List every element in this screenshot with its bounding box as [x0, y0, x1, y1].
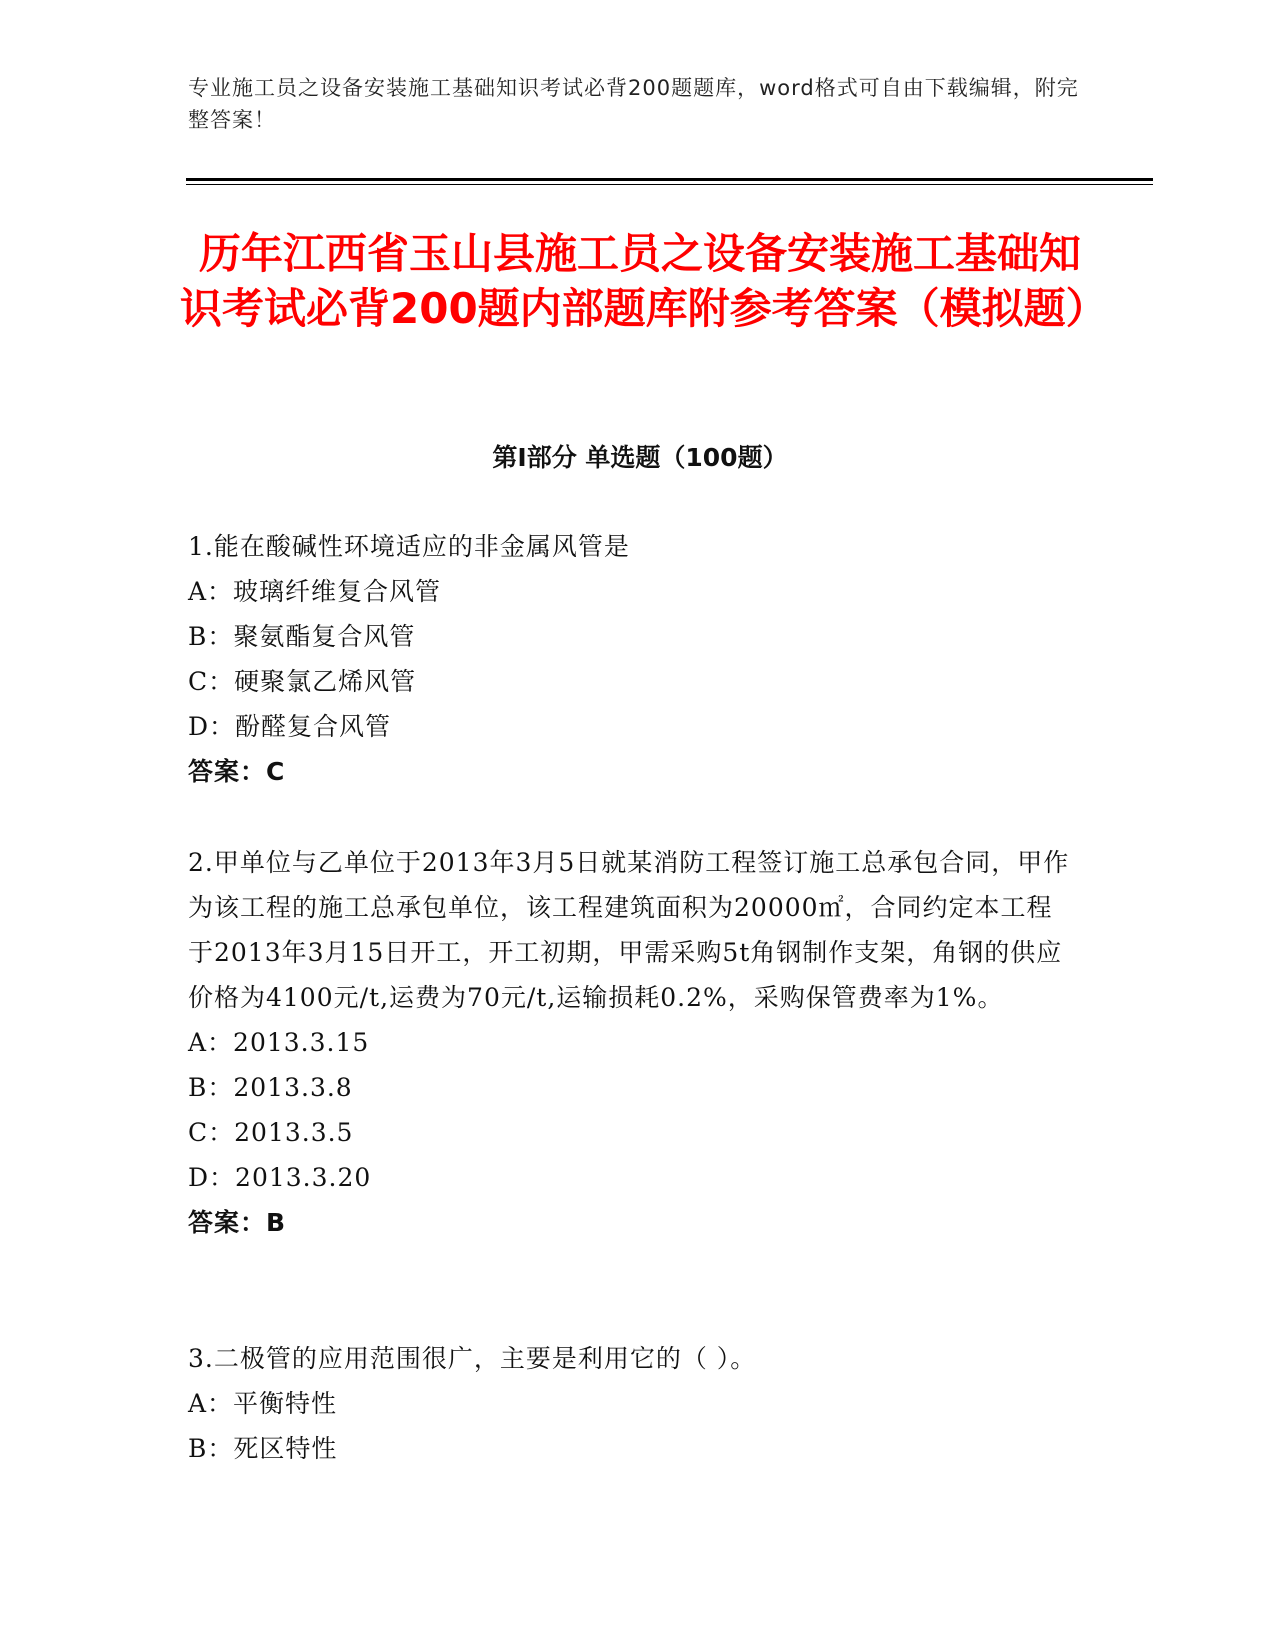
option-a: A：2013.3.15 [188, 1028, 370, 1057]
question-1 [188, 524, 1078, 794]
section-title: 第Ⅰ部分 单选题（100题） [492, 443, 788, 472]
option-c: C：硬聚氯乙烯风管 [188, 667, 417, 696]
option-b: B：死区特性 [188, 1434, 338, 1463]
option-b: B：2013.3.8 [188, 1073, 353, 1102]
question-2 [188, 840, 1078, 1245]
option-a: A：玻璃纤维复合风管 [188, 577, 442, 606]
option-d: D：酚醛复合风管 [188, 712, 392, 741]
header-rule-thick [186, 178, 1153, 181]
question-stem: 1.能在酸碱性环境适应的非金属风管是 [188, 532, 630, 561]
question-stem: 2.甲单位与乙单位于2013年3月5日就某消防工程签订施工总承包合同，甲作为该工程的施工总承包单位，该工程建筑面积为20000㎡，合同约定本工程于2013年3月15日开工，开工初期，甲需采购5t角钢制作支架，角钢的供应价格为4100元/t,运费为70元/t,运输损耗0.2%，采购保管费率为1%。 [188, 848, 1070, 1012]
answer-line: 答案：C [188, 757, 286, 786]
option-c: C：2013.3.5 [188, 1118, 354, 1147]
option-d: D：2013.3.20 [188, 1163, 372, 1192]
answer-line: 答案：B [188, 1208, 287, 1237]
question-stem: 3.二极管的应用范围很广，主要是利用它的（ ）。 [188, 1344, 757, 1373]
header-note: 专业施工员之设备安装施工基础知识考试必背200题题库，word格式可自由下载编辑，附完整答案！ [188, 76, 1079, 132]
option-b: B：聚氨酯复合风管 [188, 622, 416, 651]
option-a: A：平衡特性 [188, 1389, 338, 1418]
question-3 [188, 1336, 1078, 1471]
header-rule-thin [186, 184, 1153, 185]
document-title: 历年江西省玉山县施工员之设备安装施工基础知识考试必背200题内部题库附参考答案（模拟题） [180, 229, 1108, 333]
